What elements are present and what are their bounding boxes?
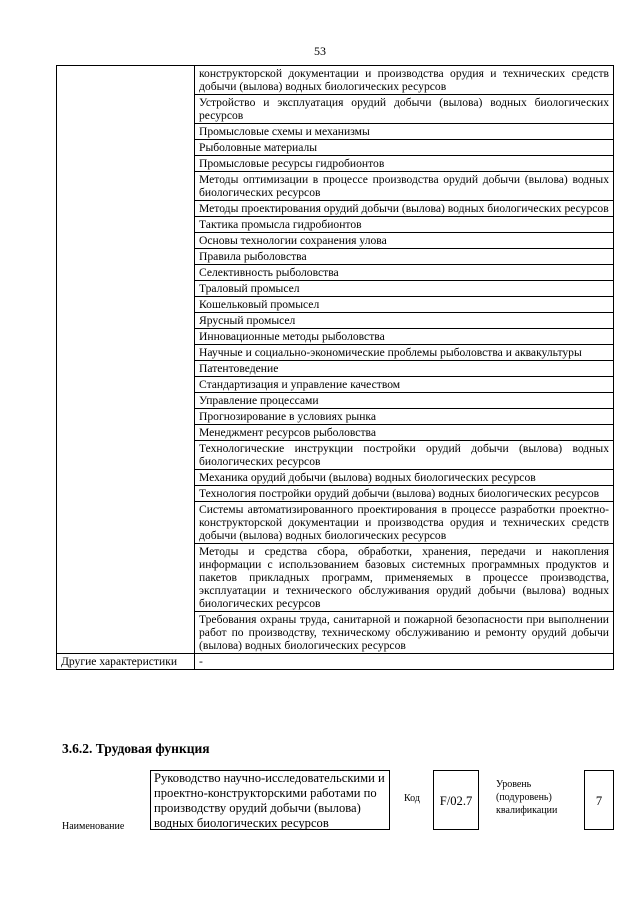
qualification-level-box: 7 (584, 770, 614, 830)
knowledge-item: Методы оптимизации в процессе производства орудий добычи (вылова) водных биологических ресурсов (195, 172, 614, 201)
knowledge-item: Методы проектирования орудий добычи (вылова) водных биологических ресурсов (195, 201, 614, 217)
requirements-table (56, 65, 614, 670)
table-row-other (57, 654, 614, 670)
knowledge-item: Системы автоматизированного проектирования в процессе разработки проектно-конструкторской документации и производства орудия и технических средств добычи (вылова) водных биологических ресурсов (195, 502, 614, 544)
function-name-box: Руководство научно-исследовательскими и проектно-конструкторскими работами по производству орудий добычи (вылова) водных биологических ресурсов (150, 770, 390, 830)
knowledge-item: Тактика промысла гидробионтов (195, 217, 614, 233)
knowledge-item: Промысловые ресурсы гидробионтов (195, 156, 614, 172)
knowledge-item: Правила рыболовства (195, 249, 614, 265)
knowledge-item: Технология постройки орудий добычи (вылова) водных биологических ресурсов (195, 486, 614, 502)
code-box: F/02.7 (433, 770, 479, 830)
table-left-cell (57, 66, 195, 654)
section-title: 3.6.2. Трудовая функция (62, 741, 210, 756)
knowledge-item: Ярусный промысел (195, 313, 614, 329)
knowledge-item: Селективность рыболовства (195, 265, 614, 281)
other-characteristics-label: Другие характеристики (57, 654, 195, 670)
knowledge-item: Основы технологии сохранения улова (195, 233, 614, 249)
knowledge-item: Траловый промысел (195, 281, 614, 297)
name-label: Наименование (62, 821, 125, 832)
knowledge-item: Стандартизация и управление качеством (195, 377, 614, 393)
knowledge-item: Прогнозирование в условиях рынка (195, 409, 614, 425)
knowledge-item: Устройство и эксплуатация орудий добычи (вылова) водных биологических ресурсов (195, 95, 614, 124)
other-characteristics-value: - (195, 654, 614, 670)
knowledge-item: Методы и средства сбора, обработки, хранения, передачи и накопления информации с использованием базовых системных программных продуктов и пакетов прикладных программ, применяемых в процессе производства, эксплуатации и технического обслуживания орудий добычи (вылова) водных биологических ресурсов (195, 544, 614, 612)
knowledge-item: Управление процессами (195, 393, 614, 409)
table-row (57, 66, 614, 95)
knowledge-item: Технологические инструкции постройки орудий добычи (вылова) водных биологических ресурсов (195, 441, 614, 470)
knowledge-item: Рыболовные материалы (195, 140, 614, 156)
knowledge-item: Кошельковый промысел (195, 297, 614, 313)
knowledge-item: Промысловые схемы и механизмы (195, 124, 614, 140)
knowledge-item: Механика орудий добычи (вылова) водных биологических ресурсов (195, 470, 614, 486)
page-number: 53 (314, 44, 326, 58)
qualification-level-label: Уровень (подуровень) квалификации (496, 779, 558, 816)
knowledge-item: Инновационные методы рыболовства (195, 329, 614, 345)
knowledge-item: конструкторской документации и производства орудия и технических средств добычи (вылова) водных биологических ресурсов (195, 66, 614, 95)
code-label: Код (404, 793, 420, 804)
knowledge-item: Научные и социально-экономические проблемы рыболовства и аквакультуры (195, 345, 614, 361)
knowledge-item: Требования охраны труда, санитарной и пожарной безопасности при выполнении работ по производству, техническому обслуживанию и ремонту орудий добычи (вылова) водных биологических ресурсов (195, 612, 614, 654)
knowledge-item: Менеджмент ресурсов рыболовства (195, 425, 614, 441)
knowledge-item: Патентоведение (195, 361, 614, 377)
